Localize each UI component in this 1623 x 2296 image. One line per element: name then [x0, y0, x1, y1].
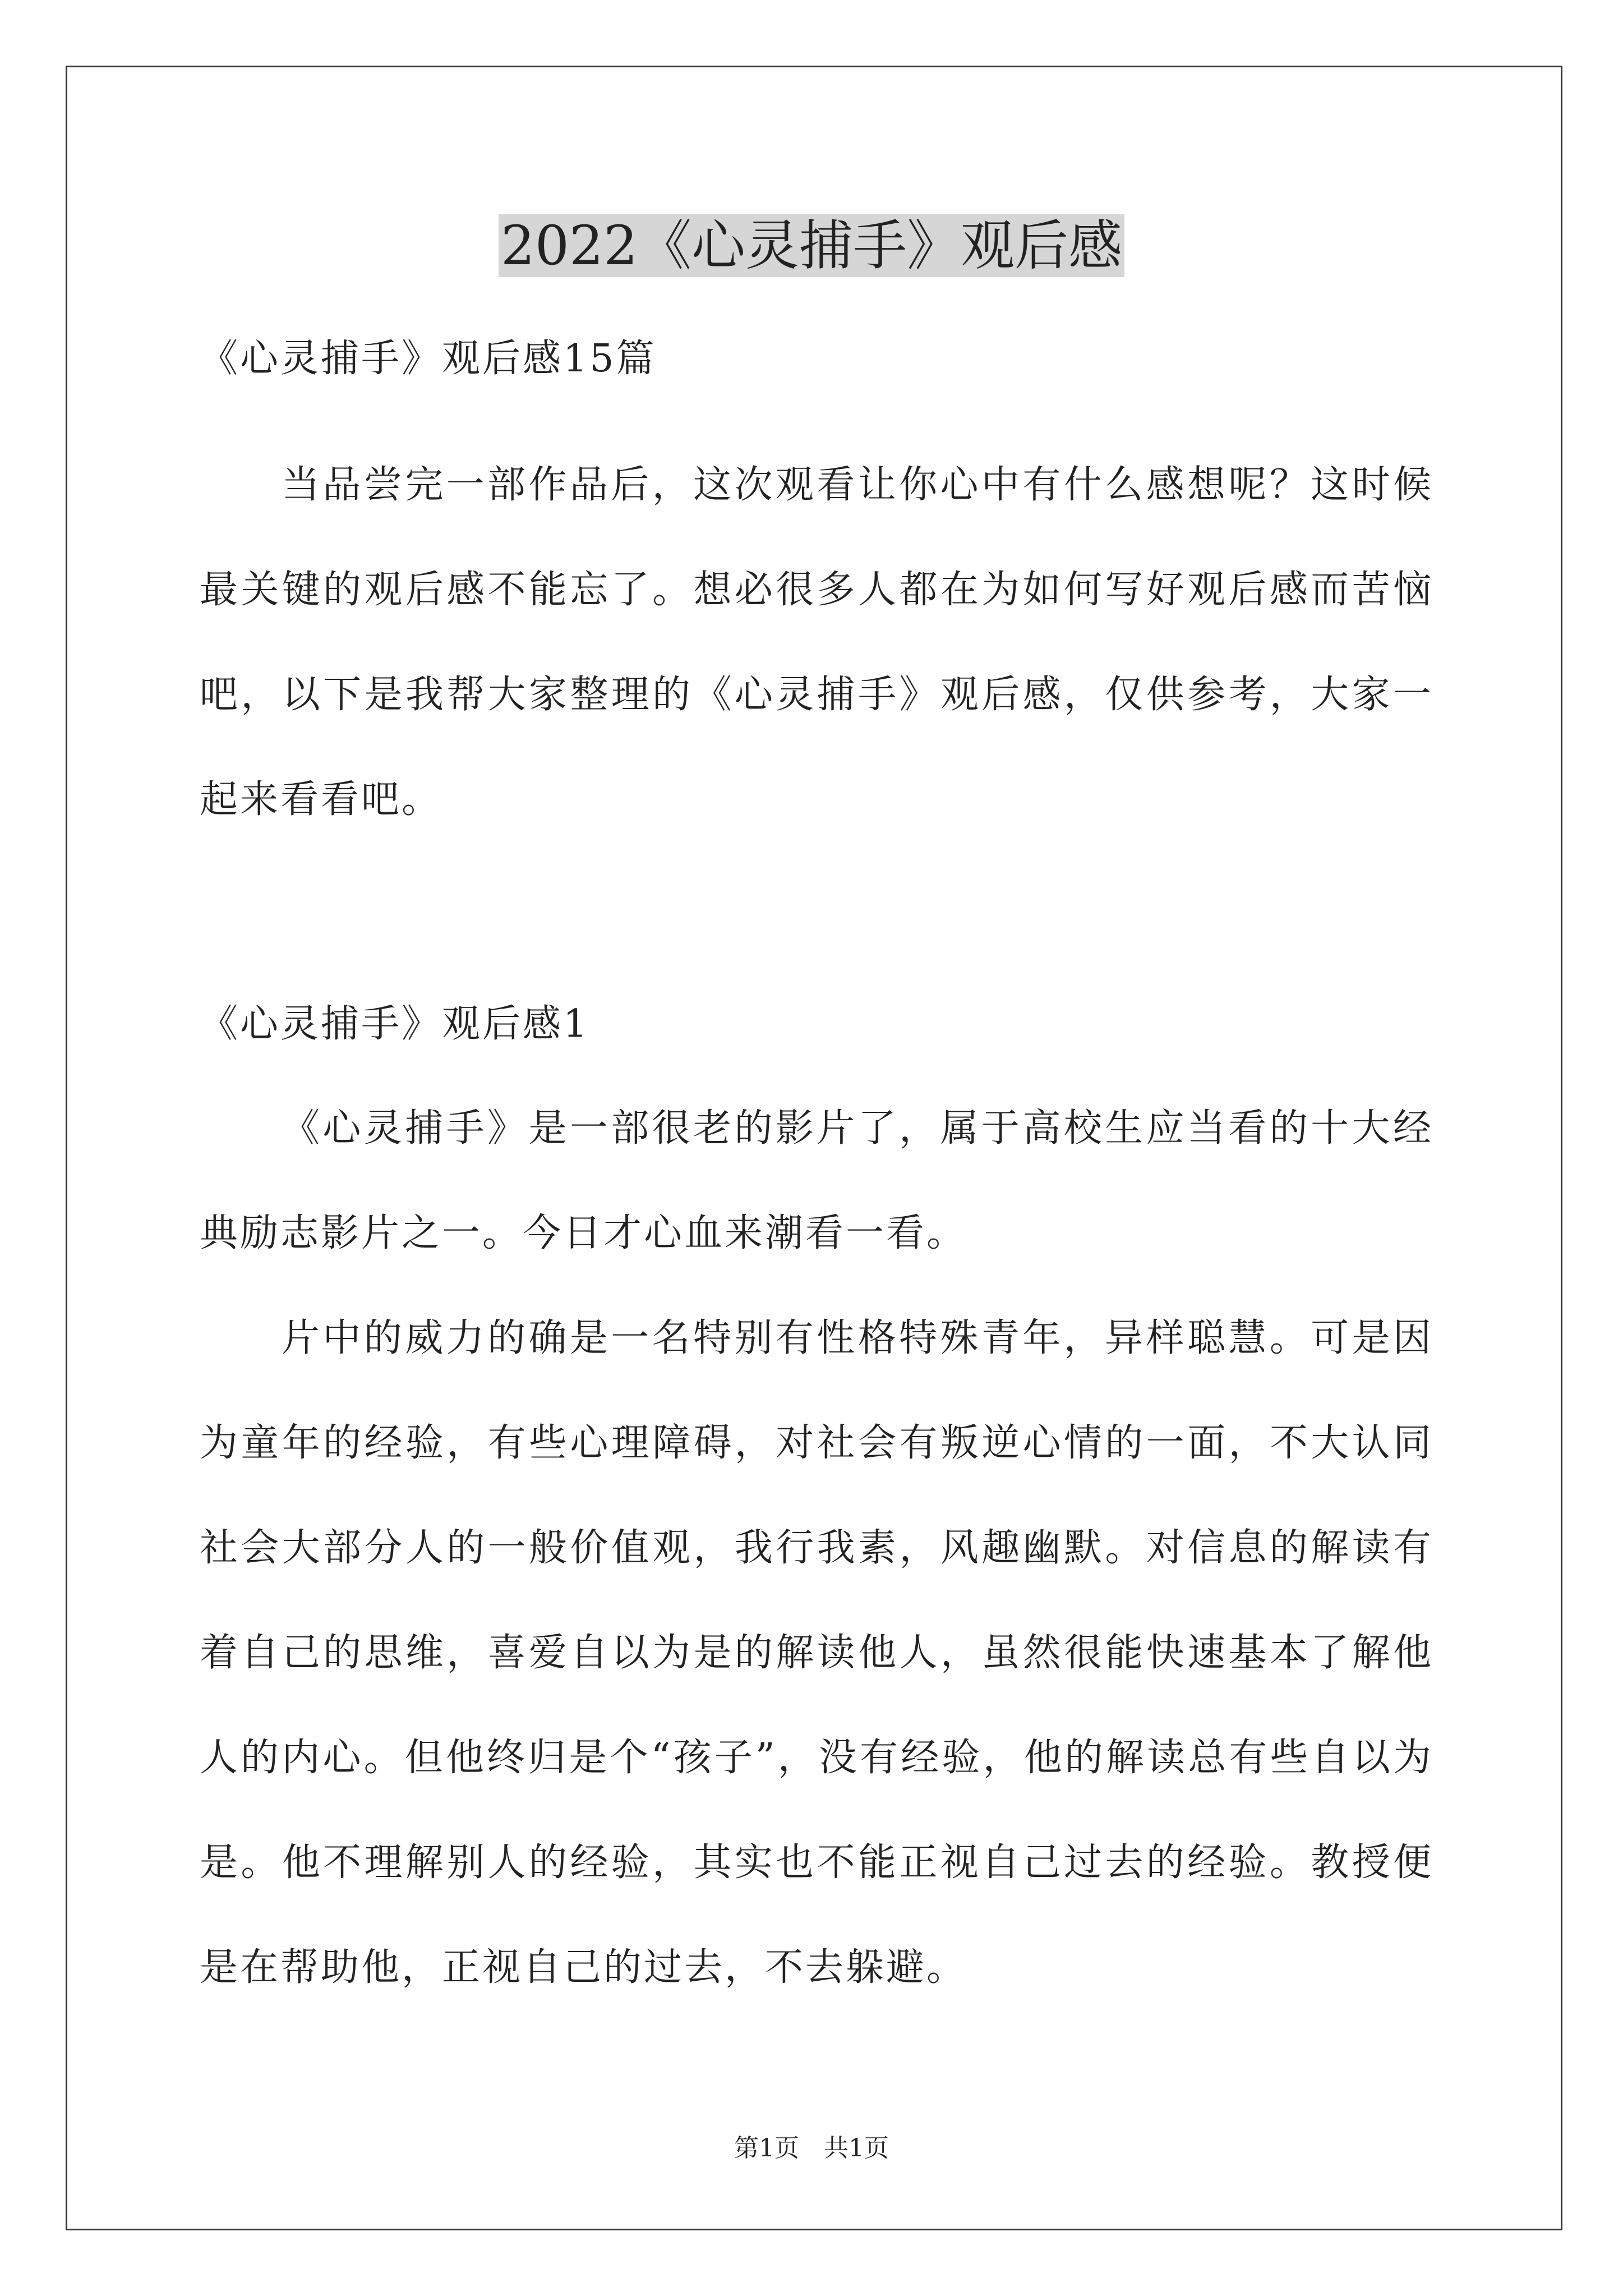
paragraph-line: 着自己的思维，喜爱自以为是的解读他人，虽然很能快速基本了解他: [200, 1631, 1433, 1675]
paragraph-line: 《心灵捕手》是一部很老的影片了，属于高校生应当看的十大经: [282, 1106, 1433, 1151]
paragraph-line: 是。他不理解别人的经验，其实也不能正视自己过去的经验。教授便: [200, 1841, 1433, 1885]
intro-line: 最关键的观后感不能忘了。想必很多人都在为如何写好观后感而苦恼: [200, 568, 1433, 612]
document-title-text: 2022《心灵捕手》观后感: [499, 214, 1124, 277]
document-subtitle: 《心灵捕手》观后感15篇: [200, 337, 657, 381]
page-footer: 第1页 共1页: [734, 2134, 889, 2162]
paragraph-line: 典励志影片之一。今日才心血来潮看一看。: [200, 1211, 967, 1255]
paragraph-line: 是在帮助他，正视自己的过去，不去躲避。: [200, 1945, 967, 1990]
intro-line: 吧，以下是我帮大家整理的《心灵捕手》观后感，仅供参考，大家一: [200, 673, 1433, 717]
paragraph-line: 人的内心。但他终归是个“孩子”，没有经验，他的解读总有些自以为: [200, 1736, 1433, 1780]
section-heading: 《心灵捕手》观后感1: [200, 1002, 590, 1046]
paragraph-line: 片中的威力的确是一名特别有性格特殊青年，异样聪慧。可是因: [282, 1316, 1433, 1360]
document-title: [0, 206, 1623, 285]
paragraph-line: 社会大部分人的一般价值观，我行我素，风趣幽默。对信息的解读有: [200, 1526, 1433, 1570]
intro-line: 起来看看吧。: [200, 777, 442, 822]
paragraph-line: 为童年的经验，有些心理障碍，对社会有叛逆心情的一面，不大认同: [200, 1421, 1433, 1465]
intro-line: 当品尝完一部作品后，这次观看让你心中有什么感想呢？这时候: [282, 463, 1433, 507]
